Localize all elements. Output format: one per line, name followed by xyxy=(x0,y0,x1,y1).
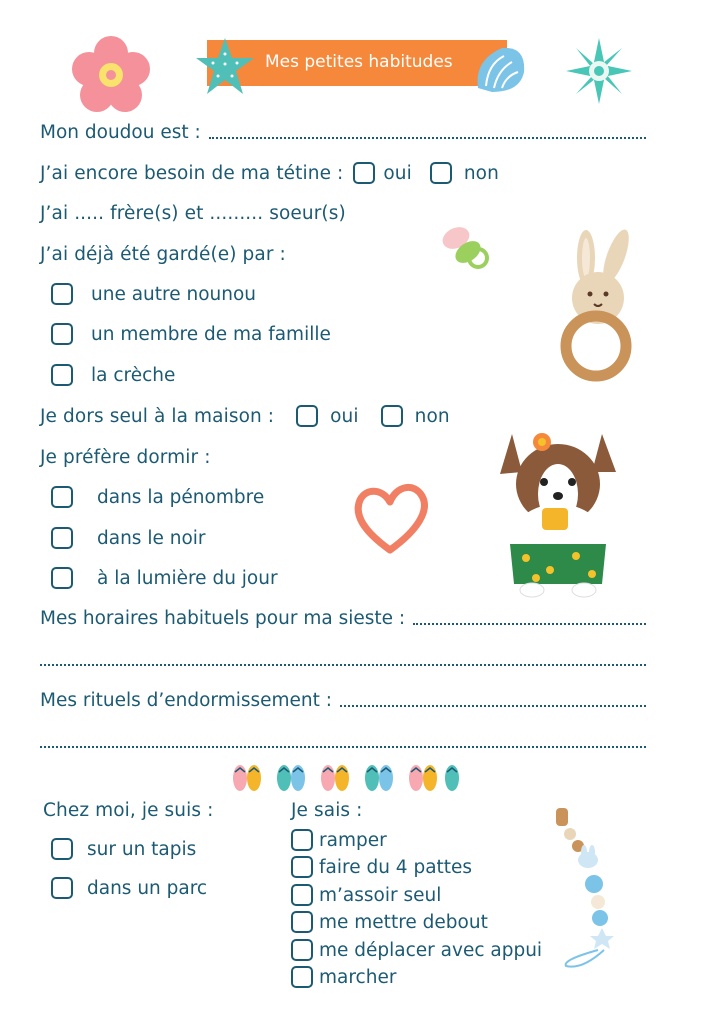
chez-moi-option-label: sur un tapis xyxy=(87,838,197,860)
sieste-label: Mes horaires habituels pour ma sieste : xyxy=(40,608,406,629)
chez-moi-option[interactable] xyxy=(51,877,207,899)
je-sais-checkbox[interactable] xyxy=(291,966,313,988)
garde-option[interactable] xyxy=(51,283,256,305)
dors-seul-label: Je dors seul à la maison : xyxy=(40,405,275,427)
flower-icon xyxy=(70,35,152,115)
rituels-row xyxy=(40,690,646,711)
tetine-yes-checkbox[interactable] xyxy=(353,162,375,184)
tetine-yes-label: oui xyxy=(383,162,412,184)
je-sais-option-label: me déplacer avec appui xyxy=(319,939,543,961)
je-sais-option[interactable] xyxy=(291,939,542,961)
bunny-rattle-icon xyxy=(540,228,646,388)
sunflower-icon xyxy=(566,38,632,104)
garde-option-label: la crèche xyxy=(91,364,176,386)
dormir-option-label: dans le noir xyxy=(97,527,206,549)
je-sais-option-label: marcher xyxy=(319,966,397,988)
je-sais-option[interactable] xyxy=(291,911,488,933)
je-sais-option[interactable] xyxy=(291,829,387,851)
je-sais-option-label: faire du 4 pattes xyxy=(319,856,473,878)
tetine-label: J’ai encore besoin de ma tétine : xyxy=(40,162,344,184)
siblings-row xyxy=(40,203,346,224)
tetine-no-checkbox[interactable] xyxy=(430,162,452,184)
je-sais-option[interactable] xyxy=(291,884,441,906)
doudou-fill-line[interactable] xyxy=(209,137,646,139)
dormir-option-label: à la lumière du jour xyxy=(97,567,278,589)
dormir-checkbox[interactable] xyxy=(51,486,73,508)
pacifier-icon xyxy=(438,222,492,272)
je-sais-option-label: ramper xyxy=(319,829,387,851)
sieste-fill-line-2[interactable] xyxy=(40,664,646,666)
dors-seul-no-label: non xyxy=(414,405,450,427)
tetine-no-label: non xyxy=(463,162,499,184)
dormir-label: Je préfère dormir : xyxy=(40,447,211,468)
starfish-icon xyxy=(192,36,258,98)
garde-option[interactable] xyxy=(51,364,175,386)
pacifier-clip-icon xyxy=(552,804,624,970)
dors-seul-row xyxy=(40,405,450,427)
garde-option[interactable] xyxy=(51,323,331,345)
dors-seul-no-checkbox[interactable] xyxy=(381,405,403,427)
dors-seul-yes-checkbox[interactable] xyxy=(296,405,318,427)
je-sais-checkbox[interactable] xyxy=(291,911,313,933)
je-sais-checkbox[interactable] xyxy=(291,939,313,961)
dormir-checkbox[interactable] xyxy=(51,567,73,589)
dog-icon xyxy=(492,424,626,600)
garde-checkbox[interactable] xyxy=(51,323,73,345)
je-sais-option-label: me mettre debout xyxy=(319,911,488,933)
dors-seul-yes-label: oui xyxy=(330,405,359,427)
seashell-icon xyxy=(472,42,528,94)
dormir-option[interactable] xyxy=(51,567,278,589)
dormir-option[interactable] xyxy=(51,527,206,549)
sieste-row xyxy=(40,608,646,629)
rituels-fill-line-2[interactable] xyxy=(40,746,646,748)
chez-moi-checkbox[interactable] xyxy=(51,877,73,899)
siblings-text: J’ai ..... frère(s) et ......... soeur(s) xyxy=(40,203,346,224)
doudou-row xyxy=(40,122,646,143)
heart-icon xyxy=(352,480,428,556)
je-sais-checkbox[interactable] xyxy=(291,829,313,851)
garde-checkbox[interactable] xyxy=(51,283,73,305)
garde-checkbox[interactable] xyxy=(51,364,73,386)
chez-moi-option[interactable] xyxy=(51,838,196,860)
chez-moi-option-label: dans un parc xyxy=(87,877,208,899)
chez-moi-checkbox[interactable] xyxy=(51,838,73,860)
tetine-row xyxy=(40,162,499,184)
rituels-label: Mes rituels d’endormissement : xyxy=(40,690,333,711)
dormir-checkbox[interactable] xyxy=(51,527,73,549)
je-sais-option[interactable] xyxy=(291,856,472,878)
dormir-option-label: dans la pénombre xyxy=(97,486,265,508)
je-sais-checkbox[interactable] xyxy=(291,856,313,878)
je-sais-checkbox[interactable] xyxy=(291,884,313,906)
page-title: Mes petites habitudes xyxy=(265,52,453,72)
garde-label: J’ai déjà été gardé(e) par : xyxy=(40,244,286,265)
sieste-fill-line[interactable] xyxy=(413,623,646,625)
rituels-fill-line[interactable] xyxy=(340,705,646,707)
doudou-label: Mon doudou est : xyxy=(40,122,201,143)
garde-option-label: un membre de ma famille xyxy=(91,323,331,345)
chez-moi-label: Chez moi, je suis : xyxy=(43,800,214,821)
flip-flops-icon xyxy=(230,762,466,794)
dormir-option[interactable] xyxy=(51,486,264,508)
je-sais-label: Je sais : xyxy=(291,800,363,821)
garde-option-label: une autre nounou xyxy=(91,283,257,305)
je-sais-option[interactable] xyxy=(291,966,396,988)
je-sais-option-label: m’assoir seul xyxy=(319,884,442,906)
